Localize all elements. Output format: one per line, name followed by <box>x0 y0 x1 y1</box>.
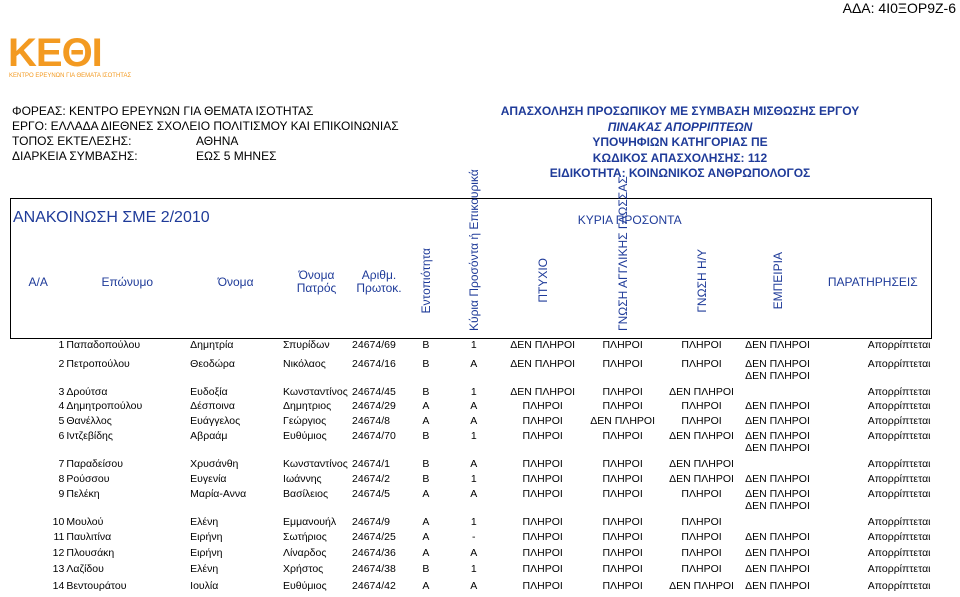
row-pc: ΠΛΗΡΟΙ <box>681 415 722 427</box>
row-pc: ΔΕΝ ΠΛΗΡΟΙ <box>669 386 734 398</box>
row-ptyxio: ΠΛΗΡΟΙ <box>522 580 563 592</box>
row-surname: Μουλού <box>66 516 104 528</box>
row-protocol: 24674/9 <box>352 516 390 528</box>
logo-text: ΚΕΘΙ <box>8 31 102 75</box>
logo-subtitle: ΚΕΝΤΡΟ ΕΡΕΥΝΩΝ ΓΙΑ ΘΕΜΑΤΑ ΙΣΟΤΗΤΑΣ <box>9 73 132 79</box>
row-name: Δημητρία <box>190 339 234 351</box>
row-pc: ΠΛΗΡΟΙ <box>681 339 722 351</box>
table-row <box>11 427 932 442</box>
table-row <box>11 412 932 427</box>
row-ptyxio: ΠΛΗΡΟΙ <box>522 400 563 412</box>
row-name: Ειρήνη <box>190 531 223 543</box>
row-experience: ΔΕΝ ΠΛΗΡΟΙ <box>745 339 810 351</box>
row-english: ΠΛΗΡΟΙ <box>602 400 643 412</box>
row-protocol: 24674/36 <box>352 547 396 559</box>
row-aa: 9 <box>58 488 65 500</box>
row-entopiotita: Β <box>422 473 430 485</box>
row-pc: ΠΛΗΡΟΙ <box>681 488 722 500</box>
row-aa: 7 <box>58 458 65 470</box>
row-protocol: 24674/5 <box>352 488 390 500</box>
table-row <box>11 485 932 500</box>
row-entopiotita: Α <box>422 580 430 592</box>
row-remarks: Απορρίπτεται <box>867 430 931 442</box>
kyria-prosonta-label: ΚΥΡΙΑ ΠΡΟΣΟΝΤΑ <box>445 199 815 227</box>
row-ptyxio: ΔΕΝ ΠΛΗΡΟΙ <box>510 358 576 370</box>
title-line5: ΕΙΔΙΚΟΤΗΤΑ: ΚΟΙΝΩΝΙΚΟΣ ΑΝΘΡΩΠΟΛΟΓΟΣ <box>549 166 811 180</box>
row-name: Αβραάμ <box>190 430 228 442</box>
table-row <box>11 528 932 543</box>
row-kyria: Α <box>470 415 478 427</box>
col-english: ΓΝΩΣΗ ΑΓΓΛΙΚΗΣ ΓΛΩΣΣΑΣ <box>615 176 630 331</box>
row-experience: ΔΕΝ ΠΛΗΡΟΙ <box>745 400 810 412</box>
row-pc: ΠΛΗΡΟΙ <box>681 358 722 370</box>
row-entopiotita: Α <box>422 547 430 559</box>
row-father: Δημητριος <box>283 400 332 412</box>
row-entopiotita: Α <box>422 488 430 500</box>
row-experience: ΔΕΝ ΠΛΗΡΟΙ <box>745 358 810 370</box>
row-aa: 13 <box>52 563 65 575</box>
table-row <box>11 470 932 485</box>
row-kyria: Α <box>470 547 478 559</box>
row-pc: ΠΛΗΡΟΙ <box>681 400 722 412</box>
row-kyria: 1 <box>470 430 477 442</box>
row-english: ΠΛΗΡΟΙ <box>602 358 643 370</box>
row-name: Ιουλία <box>190 580 219 592</box>
col-ptyxio: ΠΤΥΧΙΟ <box>535 258 550 304</box>
row-experience: ΔΕΝ ΠΛΗΡΟΙ <box>745 442 810 454</box>
center-header <box>400 104 960 182</box>
row-kyria: Α <box>470 400 478 412</box>
row-kyria: Α <box>470 488 478 500</box>
row-english: ΠΛΗΡΟΙ <box>602 473 643 485</box>
row-pc: ΠΛΗΡΟΙ <box>681 563 722 575</box>
row-kyria: Α <box>470 458 478 470</box>
row-experience: ΔΕΝ ΠΛΗΡΟΙ <box>745 473 810 485</box>
row-english: ΠΛΗΡΟΙ <box>602 531 643 543</box>
row-experience: ΔΕΝ ΠΛΗΡΟΙ <box>745 500 810 512</box>
header-topos: ΤΟΠΟΣ ΕΚΤΕΛΕΣΗΣ: ΑΘΗΝΑ <box>12 134 239 148</box>
row-name: Ευάγγελος <box>190 415 241 427</box>
row-father: Βασίλειος <box>283 488 329 500</box>
row-name: Χρυσάνθη <box>190 458 239 470</box>
row-ptyxio: ΠΛΗΡΟΙ <box>522 415 563 427</box>
row-father: Σπυρίδων <box>283 339 330 351</box>
row-surname: Πελέκη <box>66 488 100 500</box>
row-kyria: 1 <box>470 473 477 485</box>
row-english: ΠΛΗΡΟΙ <box>602 547 643 559</box>
table-row <box>11 351 932 370</box>
table-row <box>11 559 932 575</box>
row-kyria: Α <box>470 358 478 370</box>
row-experience: ΔΕΝ ΠΛΗΡΟΙ <box>745 580 810 592</box>
row-father: Σωτήριος <box>283 531 327 543</box>
col-father: Όνομα Πατρός <box>282 227 351 339</box>
row-name: Ελένη <box>190 516 219 528</box>
row-kyria: Α <box>470 580 478 592</box>
col-kyria: Κύρια Προσόντα ή Επικουρικά <box>466 169 481 331</box>
row-ptyxio: ΠΛΗΡΟΙ <box>522 563 563 575</box>
row-english: ΠΛΗΡΟΙ <box>602 339 643 351</box>
row-ptyxio: ΠΛΗΡΟΙ <box>522 516 563 528</box>
row-ptyxio: ΠΛΗΡΟΙ <box>522 430 563 442</box>
row-remarks: Απορρίπτεται <box>867 531 931 543</box>
row-father: Νικόλαος <box>283 358 326 370</box>
row-name: Ευδοξία <box>190 386 228 398</box>
row-english: ΠΛΗΡΟΙ <box>602 458 643 470</box>
row-father: Λίναρδος <box>283 547 327 559</box>
row-aa: 2 <box>58 358 65 370</box>
header-foreas: ΦΟΡΕΑΣ: ΚΕΝΤΡΟ ΕΡΕΥΝΩΝ ΓΙΑ ΘΕΜΑΤΑ ΙΣΟΤΗΤΑΣ <box>12 104 314 118</box>
row-experience: ΔΕΝ ΠΛΗΡΟΙ <box>745 415 810 427</box>
table-row <box>11 543 932 559</box>
row-surname: Θανέλλος <box>66 415 112 427</box>
table-row <box>11 339 932 352</box>
row-aa: 14 <box>52 580 65 592</box>
announcement-title: ΑΝΑΚΟΙΝΩΣΗ ΣΜΕ 2/2010 <box>11 199 445 227</box>
row-name: Ελένη <box>190 563 219 575</box>
row-entopiotita: Α <box>422 400 430 412</box>
row-protocol: 24674/25 <box>352 531 396 543</box>
row-name: Μαρία-Αννα <box>190 488 247 500</box>
row-aa: 4 <box>58 400 65 412</box>
row-ptyxio: ΔΕΝ ΠΛΗΡΟΙ <box>510 339 576 351</box>
row-aa: 1 <box>58 339 65 351</box>
title-line3: ΥΠΟΨΗΦΙΩΝ ΚΑΤΗΓΟΡΙΑΣ ΠΕ <box>592 135 768 149</box>
row-father: Γεώργιος <box>283 415 327 427</box>
row-kyria: - <box>472 531 476 543</box>
row-protocol: 24674/1 <box>352 458 390 470</box>
row-remarks: Απορρίπτεται <box>867 386 931 398</box>
row-remarks: Απορρίπτεται <box>867 339 931 351</box>
row-father: Ευθύμιος <box>283 430 327 442</box>
row-protocol: 24674/2 <box>352 473 390 485</box>
row-protocol: 24674/38 <box>352 563 396 575</box>
row-english: ΠΛΗΡΟΙ <box>602 386 643 398</box>
row-experience: ΔΕΝ ΠΛΗΡΟΙ <box>745 488 810 500</box>
row-pc: ΔΕΝ ΠΛΗΡΟΙ <box>669 473 734 485</box>
row-father: Ευθύμιος <box>283 580 327 592</box>
row-remarks: Απορρίπτεται <box>867 516 931 528</box>
row-kyria: 1 <box>470 563 477 575</box>
table-row <box>11 370 932 398</box>
table-row <box>11 500 932 528</box>
row-aa: 3 <box>58 386 65 398</box>
row-remarks: Απορρίπτεται <box>867 563 931 575</box>
row-kyria: 1 <box>470 386 477 398</box>
row-english: ΠΛΗΡΟΙ <box>602 580 643 592</box>
row-ptyxio: ΠΛΗΡΟΙ <box>522 531 563 543</box>
col-remarks: ΠΑΡΑΤΗΡΗΣΕΙΣ <box>815 227 932 339</box>
header-diarkeia: ΔΙΑΡΚΕΙΑ ΣΥΜΒΑΣΗΣ: ΕΩΣ 5 ΜΗΝΕΣ <box>12 149 277 163</box>
row-protocol: 24674/42 <box>352 580 396 592</box>
row-name: Ευγενία <box>190 473 227 485</box>
row-father: Κωνσταντίνος <box>283 458 348 470</box>
row-surname: Δρούτσα <box>66 386 108 398</box>
row-english: ΠΛΗΡΟΙ <box>602 430 643 442</box>
row-experience: ΔΕΝ ΠΛΗΡΟΙ <box>745 430 810 442</box>
col-entopiotita: Εντοπιότητα <box>418 248 433 314</box>
row-kyria: 1 <box>470 339 477 351</box>
row-entopiotita: Α <box>422 516 430 528</box>
row-surname: Παυλιτίνα <box>66 531 112 543</box>
row-surname: Πετροπούλου <box>66 358 130 370</box>
row-english: ΠΛΗΡΟΙ <box>602 488 643 500</box>
row-remarks: Απορρίπτεται <box>867 358 931 370</box>
row-aa: 6 <box>58 430 65 442</box>
row-protocol: 24674/16 <box>352 358 396 370</box>
row-remarks: Απορρίπτεται <box>867 400 931 412</box>
row-name: Θεοδώρα <box>190 358 235 370</box>
row-surname: Λαζίδου <box>66 563 104 575</box>
title-line1: ΑΠΑΣΧΟΛΗΣΗ ΠΡΟΣΩΠΙΚΟΥ ΜΕ ΣΥΜΒΑΣΗ ΜΙΣΘΩΣΗΣ ΕΡΓΟΥ <box>500 104 860 118</box>
row-surname: Ιντζεβίδης <box>66 430 113 442</box>
row-entopiotita: Β <box>422 358 430 370</box>
row-remarks: Απορρίπτεται <box>867 580 931 592</box>
row-ptyxio: ΠΛΗΡΟΙ <box>522 488 563 500</box>
row-aa: 12 <box>52 547 65 559</box>
row-entopiotita: Α <box>422 531 430 543</box>
row-aa: 11 <box>53 531 65 543</box>
row-ptyxio: ΠΛΗΡΟΙ <box>522 458 563 470</box>
row-entopiotita: Β <box>422 458 430 470</box>
row-english: ΠΛΗΡΟΙ <box>602 563 643 575</box>
row-protocol: 24674/70 <box>352 430 396 442</box>
row-entopiotita: Β <box>422 339 430 351</box>
row-father: Χρήστος <box>283 563 324 575</box>
row-english: ΔΕΝ ΠΛΗΡΟΙ <box>590 415 655 427</box>
ada-code: ΑΔΑ: 4Ι0ΞΟΡ9Ζ-6 <box>842 0 956 16</box>
row-experience: ΔΕΝ ΠΛΗΡΟΙ <box>745 563 810 575</box>
row-experience: ΔΕΝ ΠΛΗΡΟΙ <box>745 547 810 559</box>
row-entopiotita: Β <box>422 386 430 398</box>
table-row <box>11 442 932 470</box>
row-protocol: 24674/8 <box>352 415 390 427</box>
row-remarks: Απορρίπτεται <box>867 458 931 470</box>
row-pc: ΔΕΝ ΠΛΗΡΟΙ <box>669 458 734 470</box>
col-aa: Α/Α <box>11 227 66 339</box>
table-row <box>11 398 932 412</box>
row-experience: ΔΕΝ ΠΛΗΡΟΙ <box>745 531 810 543</box>
row-entopiotita: Α <box>422 415 430 427</box>
row-pc: ΠΛΗΡΟΙ <box>681 531 722 543</box>
row-kyria: 1 <box>470 516 477 528</box>
row-protocol: 24674/29 <box>352 400 396 412</box>
col-name: Όνομα <box>189 227 282 339</box>
col-protocol: Αριθμ. Πρωτοκ. <box>351 227 407 339</box>
row-ptyxio: ΠΛΗΡΟΙ <box>522 473 563 485</box>
row-name: Ειρήνη <box>190 547 223 559</box>
keth-logo <box>8 28 133 80</box>
col-surname: Επώνυμο <box>65 227 189 339</box>
col-experience: ΕΜΠΕΙΡΙΑ <box>770 252 785 310</box>
table-row <box>11 575 932 592</box>
row-surname: Πλουσάκη <box>66 547 115 559</box>
row-pc: ΠΛΗΡΟΙ <box>681 516 722 528</box>
row-surname: Παπαδοπούλου <box>66 339 141 351</box>
row-remarks: Απορρίπτεται <box>867 547 931 559</box>
row-remarks: Απορρίπτεται <box>867 473 931 485</box>
row-english: ΠΛΗΡΟΙ <box>602 516 643 528</box>
title-line4: ΚΩΔΙΚΟΣ ΑΠΑΣΧΟΛΗΣΗΣ: 112 <box>592 150 768 165</box>
row-aa: 8 <box>58 473 65 485</box>
row-pc: ΔΕΝ ΠΛΗΡΟΙ <box>669 430 734 442</box>
row-surname: Δημητροπούλου <box>66 400 143 412</box>
row-entopiotita: Β <box>422 430 430 442</box>
col-pc: ΓΝΩΣΗ Η/Υ <box>694 248 709 313</box>
row-ptyxio: ΔΕΝ ΠΛΗΡΟΙ <box>510 386 576 398</box>
row-protocol: 24674/45 <box>352 386 396 398</box>
header-ergo: ΕΡΓΟ: ΕΛΛΑΔΑ ΔΙΕΘΝΕΣ ΣΧΟΛΕΙΟ ΠΟΛΙΤΙΣΜΟΥ ΚΑΙ ΕΠΙΚΟΙΝΩΝΙΑΣ <box>12 119 399 133</box>
row-entopiotita: Β <box>422 563 430 575</box>
row-protocol: 24674/69 <box>352 339 396 351</box>
row-remarks: Απορρίπτεται <box>867 488 931 500</box>
row-aa: 10 <box>52 516 65 528</box>
row-name: Δέσποινα <box>190 400 235 412</box>
row-father: Εμμανουήλ <box>283 516 337 528</box>
row-pc: ΔΕΝ ΠΛΗΡΟΙ <box>669 580 734 592</box>
left-header <box>12 104 399 164</box>
title-line2: ΠΙΝΑΚΑΣ ΑΠΟΡΡΙΠΤΕΩΝ <box>607 119 753 134</box>
row-pc: ΠΛΗΡΟΙ <box>681 547 722 559</box>
row-surname: Παραδείσου <box>66 458 123 470</box>
row-surname: Ρούσσου <box>66 473 110 485</box>
row-remarks: Απορρίπτεται <box>867 415 931 427</box>
row-father: Κωνσταντίνος <box>283 386 348 398</box>
row-father: Ιωάννης <box>283 473 322 485</box>
row-aa: 5 <box>58 415 65 427</box>
row-surname: Βεντουράτου <box>66 580 127 592</box>
row-experience: ΔΕΝ ΠΛΗΡΟΙ <box>745 370 810 382</box>
row-ptyxio: ΠΛΗΡΟΙ <box>522 547 563 559</box>
